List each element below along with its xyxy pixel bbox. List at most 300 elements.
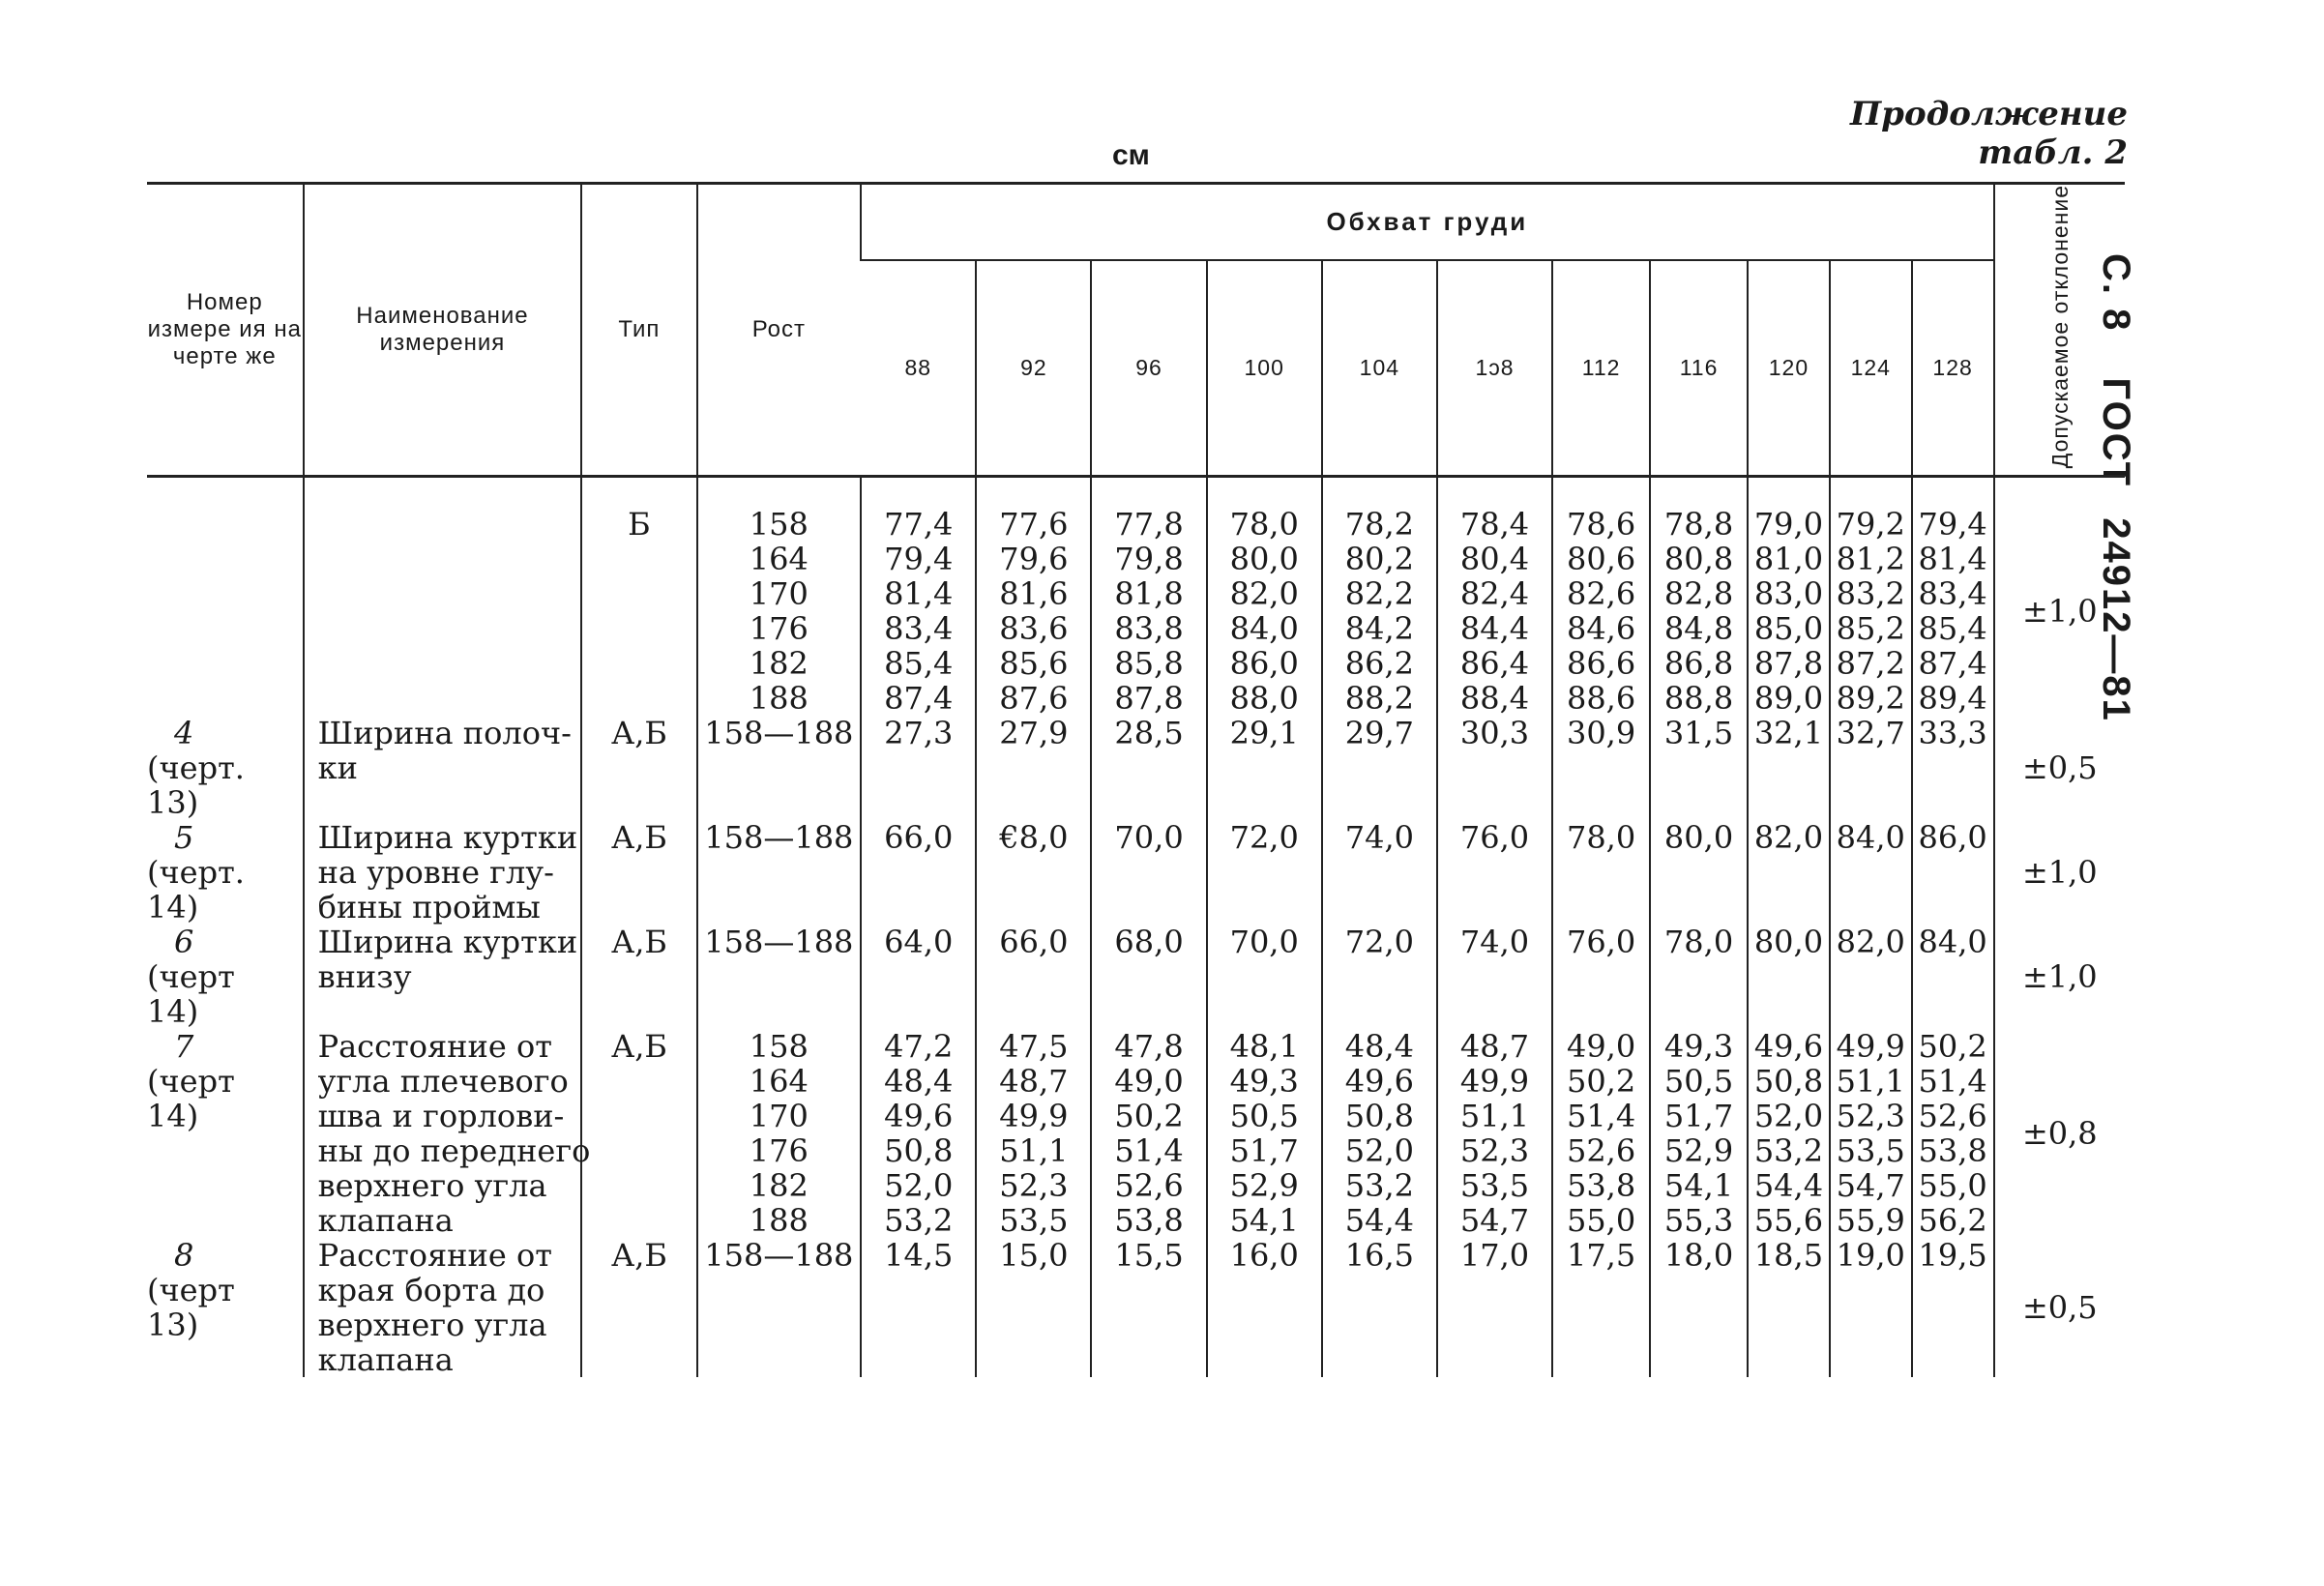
girth-value: 19,0 bbox=[1836, 1237, 1905, 1275]
girth-value: 50,8 bbox=[1344, 1098, 1414, 1135]
girth-value: 16,0 bbox=[1229, 1237, 1299, 1275]
girth-value: 79,8 bbox=[1114, 541, 1184, 578]
girth-header-9: 124 bbox=[1830, 260, 1912, 477]
height-values bbox=[697, 1238, 862, 1377]
measure-number-line: 4 bbox=[174, 715, 194, 752]
girth-value: 30,3 bbox=[1459, 715, 1530, 752]
girth-value: 87,2 bbox=[1836, 645, 1905, 683]
girth-value: 16,5 bbox=[1344, 1237, 1414, 1275]
girth-value: 53,5 bbox=[1459, 1167, 1530, 1205]
measure-name-line: внизу bbox=[317, 958, 412, 996]
measure-number bbox=[147, 477, 304, 717]
girth-value: 51,7 bbox=[1229, 1132, 1299, 1170]
height-values bbox=[697, 925, 862, 1029]
girth-value: 86,0 bbox=[1229, 645, 1299, 683]
girth-value: 81,4 bbox=[884, 575, 954, 613]
height-value: 170 bbox=[749, 575, 809, 613]
girth-value: 15,5 bbox=[1114, 1237, 1184, 1275]
girth-value-cell bbox=[976, 925, 1091, 1029]
girth-value: 80,8 bbox=[1663, 541, 1734, 578]
girth-value-cell bbox=[1912, 820, 1994, 925]
girth-value-cell bbox=[1437, 477, 1552, 717]
measure-name bbox=[304, 477, 582, 717]
header-tolerance: Допускаемое отклонение bbox=[1994, 184, 2125, 477]
measure-number bbox=[147, 1238, 304, 1377]
girth-value-cell bbox=[976, 1029, 1091, 1238]
height-value: 158—188 bbox=[704, 924, 854, 961]
girth-value: 89,4 bbox=[1918, 680, 1987, 718]
girth-value: 85,4 bbox=[1918, 610, 1987, 648]
girth-value: 32,7 bbox=[1836, 715, 1905, 752]
girth-value: 49,6 bbox=[884, 1098, 954, 1135]
girth-value: 82,4 bbox=[1459, 575, 1530, 613]
girth-value: 77,8 bbox=[1114, 506, 1184, 543]
girth-value: 88,6 bbox=[1566, 680, 1636, 718]
girth-value: 83,4 bbox=[884, 610, 954, 648]
height-value: 188 bbox=[749, 1202, 809, 1240]
girth-value: 55,6 bbox=[1753, 1202, 1824, 1240]
girth-value: 66,0 bbox=[884, 819, 954, 857]
girth-value: 55,3 bbox=[1663, 1202, 1734, 1240]
height-value: 164 bbox=[749, 541, 809, 578]
girth-value: 82,0 bbox=[1836, 924, 1905, 961]
girth-value: 50,2 bbox=[1114, 1098, 1184, 1135]
header-number: Номер измере ия на черте же bbox=[147, 184, 304, 477]
girth-value-cell bbox=[1748, 820, 1830, 925]
girth-value-cell bbox=[1650, 477, 1748, 717]
girth-value: 84,2 bbox=[1344, 610, 1414, 648]
girth-value: 87,4 bbox=[884, 680, 954, 718]
measure-number bbox=[147, 1029, 304, 1238]
girth-value-cell bbox=[1091, 1238, 1206, 1377]
girth-value-cell bbox=[1437, 925, 1552, 1029]
girth-value: 17,0 bbox=[1459, 1237, 1530, 1275]
girth-value: 52,0 bbox=[1344, 1132, 1414, 1170]
girth-value-cell bbox=[1912, 716, 1994, 820]
table-body bbox=[147, 477, 2125, 1378]
table-row bbox=[147, 716, 2125, 820]
girth-value: 49,0 bbox=[1114, 1063, 1184, 1101]
measure-name-line: ки bbox=[317, 749, 358, 787]
girth-value: 80,6 bbox=[1566, 541, 1636, 578]
measure-type: Б bbox=[581, 477, 696, 717]
girth-value: 81,6 bbox=[999, 575, 1069, 613]
girth-value: 49,6 bbox=[1344, 1063, 1414, 1101]
height-value: 176 bbox=[749, 1132, 809, 1170]
girth-value-cell bbox=[1437, 1238, 1552, 1377]
measure-number-line: 14) bbox=[147, 993, 199, 1031]
measure-name-line: Ширина полоч- bbox=[317, 715, 572, 752]
girth-value: 83,2 bbox=[1836, 575, 1905, 613]
girth-value: 88,8 bbox=[1663, 680, 1734, 718]
girth-header-3: 100 bbox=[1207, 260, 1322, 477]
measure-type: А,Б bbox=[581, 1029, 696, 1238]
girth-value: 87,8 bbox=[1753, 645, 1824, 683]
girth-value: 82,2 bbox=[1344, 575, 1414, 613]
table-row bbox=[147, 1029, 2125, 1238]
header-height: Рост bbox=[697, 184, 862, 477]
girth-value: 88,2 bbox=[1344, 680, 1414, 718]
girth-value-cell bbox=[861, 820, 976, 925]
girth-value: 50,5 bbox=[1663, 1063, 1734, 1101]
girth-value: 82,0 bbox=[1229, 575, 1299, 613]
height-value: 170 bbox=[749, 1098, 809, 1135]
girth-value: 74,0 bbox=[1344, 819, 1414, 857]
girth-value-cell bbox=[1912, 925, 1994, 1029]
girth-value: 31,5 bbox=[1663, 715, 1734, 752]
girth-value: 52,3 bbox=[1836, 1098, 1905, 1135]
girth-value: 49,3 bbox=[1229, 1063, 1299, 1101]
girth-value-cell bbox=[1830, 925, 1912, 1029]
measure-number-line: 7 bbox=[174, 1028, 194, 1066]
girth-value-cell bbox=[1748, 1029, 1830, 1238]
measure-type: А,Б bbox=[581, 820, 696, 925]
girth-value-cell bbox=[1552, 820, 1650, 925]
girth-value: 49,0 bbox=[1566, 1028, 1636, 1066]
measure-name-line: ны до переднего bbox=[317, 1132, 591, 1170]
measure-name-line: Расстояние от bbox=[317, 1028, 552, 1066]
girth-value: 27,9 bbox=[999, 715, 1069, 752]
girth-value: 80,0 bbox=[1663, 819, 1734, 857]
girth-value-cell bbox=[976, 716, 1091, 820]
height-value: 158 bbox=[749, 506, 809, 543]
girth-value: 28,5 bbox=[1114, 715, 1184, 752]
girth-value: 80,0 bbox=[1753, 924, 1824, 961]
height-value: 158 bbox=[749, 1028, 809, 1066]
measure-number-line: (черт bbox=[147, 958, 235, 996]
measure-number-line: 6 bbox=[174, 924, 194, 961]
girth-value-cell bbox=[1650, 716, 1748, 820]
measure-name-line: клапана bbox=[317, 1202, 454, 1240]
girth-value: 51,1 bbox=[1836, 1063, 1905, 1101]
girth-value: 19,5 bbox=[1918, 1237, 1987, 1275]
girth-value: 82,0 bbox=[1753, 819, 1824, 857]
girth-value-cell bbox=[1912, 1238, 1994, 1377]
girth-value-cell bbox=[1322, 925, 1437, 1029]
girth-value: 70,0 bbox=[1229, 924, 1299, 961]
measure-number-line: (черт. bbox=[147, 749, 245, 787]
girth-value: 87,6 bbox=[999, 680, 1069, 718]
measure-number-line: (черт bbox=[147, 1063, 235, 1101]
measure-type: А,Б bbox=[581, 1238, 696, 1377]
girth-value-cell bbox=[1830, 1238, 1912, 1377]
girth-value-cell bbox=[1437, 1029, 1552, 1238]
girth-header-4: 104 bbox=[1322, 260, 1437, 477]
measure-name-line: бины проймы bbox=[317, 889, 541, 926]
girth-header-10: 128 bbox=[1912, 260, 1994, 477]
height-value: 158—188 bbox=[704, 715, 854, 752]
girth-value-cell bbox=[1748, 925, 1830, 1029]
measurement-table bbox=[147, 182, 2125, 1377]
girth-value: 54,1 bbox=[1663, 1167, 1734, 1205]
height-values bbox=[697, 477, 862, 717]
height-value: 158—188 bbox=[704, 1237, 854, 1275]
girth-value: 50,5 bbox=[1229, 1098, 1299, 1135]
girth-value: 88,4 bbox=[1459, 680, 1530, 718]
girth-value-cell bbox=[1748, 477, 1830, 717]
girth-value: 52,3 bbox=[1459, 1132, 1530, 1170]
girth-value-cell bbox=[1650, 1238, 1748, 1377]
table-row bbox=[147, 477, 2125, 717]
measure-number bbox=[147, 820, 304, 925]
girth-value: 83,0 bbox=[1753, 575, 1824, 613]
girth-value-cell bbox=[861, 477, 976, 717]
girth-value-cell bbox=[976, 1238, 1091, 1377]
girth-value: 47,5 bbox=[999, 1028, 1069, 1066]
girth-value: 84,4 bbox=[1459, 610, 1530, 648]
girth-value: 54,1 bbox=[1229, 1202, 1299, 1240]
girth-value-cell bbox=[1650, 925, 1748, 1029]
girth-value: 78,4 bbox=[1459, 506, 1530, 543]
girth-value: 51,1 bbox=[999, 1132, 1069, 1170]
girth-value: 85,0 bbox=[1753, 610, 1824, 648]
girth-value: 48,7 bbox=[1459, 1028, 1530, 1066]
gost-number: 24912—81 bbox=[2095, 517, 2137, 722]
measure-name-line: верхнего угла bbox=[317, 1167, 547, 1205]
girth-value: 48,4 bbox=[1344, 1028, 1414, 1066]
girth-value: 85,4 bbox=[884, 645, 954, 683]
girth-header-6: 112 bbox=[1552, 260, 1650, 477]
girth-value-cell bbox=[1912, 1029, 1994, 1238]
girth-value-cell bbox=[1322, 1238, 1437, 1377]
girth-value-cell bbox=[1322, 716, 1437, 820]
girth-value: 53,8 bbox=[1918, 1132, 1987, 1170]
girth-value: 81,4 bbox=[1918, 541, 1987, 578]
girth-value: 85,6 bbox=[999, 645, 1069, 683]
height-value: 182 bbox=[749, 1167, 809, 1205]
girth-value-cell bbox=[1437, 820, 1552, 925]
girth-value: 32,1 bbox=[1753, 715, 1824, 752]
girth-value: 80,0 bbox=[1229, 541, 1299, 578]
girth-value: 53,8 bbox=[1114, 1202, 1184, 1240]
girth-value: 83,4 bbox=[1918, 575, 1987, 613]
girth-value: 86,0 bbox=[1918, 819, 1987, 857]
measure-number-line: 5 bbox=[174, 819, 194, 857]
girth-value: 87,8 bbox=[1114, 680, 1184, 718]
girth-value: 78,0 bbox=[1229, 506, 1299, 543]
girth-value: 86,2 bbox=[1344, 645, 1414, 683]
girth-value-cell bbox=[1552, 477, 1650, 717]
measure-name bbox=[304, 716, 582, 820]
girth-value: 49,3 bbox=[1663, 1028, 1734, 1066]
girth-value: 55,9 bbox=[1836, 1202, 1905, 1240]
measure-type: А,Б bbox=[581, 716, 696, 820]
girth-value: 52,6 bbox=[1114, 1167, 1184, 1205]
girth-value-cell bbox=[1091, 716, 1206, 820]
girth-value: 52,0 bbox=[884, 1167, 954, 1205]
girth-value: 80,2 bbox=[1344, 541, 1414, 578]
girth-value: 33,3 bbox=[1918, 715, 1987, 752]
height-value: 158—188 bbox=[704, 819, 854, 857]
girth-header-7: 116 bbox=[1650, 260, 1748, 477]
girth-value-cell bbox=[1748, 716, 1830, 820]
girth-value-cell bbox=[1830, 477, 1912, 717]
girth-value: 55,0 bbox=[1566, 1202, 1636, 1240]
girth-value: 52,6 bbox=[1566, 1132, 1636, 1170]
girth-value-cell bbox=[1091, 925, 1206, 1029]
girth-header-0: 88 bbox=[861, 260, 976, 477]
girth-value: 18,5 bbox=[1753, 1237, 1824, 1275]
measure-name-line: угла плечевого bbox=[317, 1063, 569, 1101]
girth-value: 81,2 bbox=[1836, 541, 1905, 578]
girth-value: 52,9 bbox=[1229, 1167, 1299, 1205]
girth-value: 70,0 bbox=[1114, 819, 1184, 857]
girth-value: 84,0 bbox=[1836, 819, 1905, 857]
girth-value: 85,2 bbox=[1836, 610, 1905, 648]
girth-value: 77,6 bbox=[999, 506, 1069, 543]
girth-value: 78,6 bbox=[1566, 506, 1636, 543]
girth-value: 49,9 bbox=[1459, 1063, 1530, 1101]
girth-value-cell bbox=[1207, 820, 1322, 925]
measure-name bbox=[304, 1238, 582, 1377]
girth-value: 79,4 bbox=[1918, 506, 1987, 543]
girth-value-cell bbox=[1437, 716, 1552, 820]
measure-name bbox=[304, 1028, 591, 1240]
tolerance-value: ±0,5 bbox=[1994, 1238, 2125, 1377]
girth-value: 52,9 bbox=[1663, 1132, 1734, 1170]
girth-value: 80,4 bbox=[1459, 541, 1530, 578]
height-value: 164 bbox=[749, 1063, 809, 1101]
tolerance-value: ±0,5 bbox=[1994, 716, 2125, 820]
girth-value: 86,6 bbox=[1566, 645, 1636, 683]
girth-value-cell bbox=[1748, 1238, 1830, 1377]
height-values bbox=[697, 1029, 862, 1238]
girth-value: 81,0 bbox=[1753, 541, 1824, 578]
girth-value-cell bbox=[1091, 820, 1206, 925]
table-row bbox=[147, 925, 2125, 1029]
header-name: Наименование измерения bbox=[304, 184, 582, 477]
measure-number-line: 8 bbox=[174, 1237, 194, 1275]
measure-name-line: края борта до bbox=[317, 1272, 545, 1309]
girth-value: 51,1 bbox=[1459, 1098, 1530, 1135]
girth-value: 14,5 bbox=[884, 1237, 954, 1275]
girth-value: 78,0 bbox=[1566, 819, 1636, 857]
girth-value: 82,6 bbox=[1566, 575, 1636, 613]
girth-value: 48,7 bbox=[999, 1063, 1069, 1101]
girth-value: 86,8 bbox=[1663, 645, 1734, 683]
girth-value: 79,2 bbox=[1836, 506, 1905, 543]
girth-header-5: 1ɔ8 bbox=[1437, 260, 1552, 477]
girth-value-cell bbox=[1207, 1029, 1322, 1238]
girth-value: 76,0 bbox=[1459, 819, 1530, 857]
girth-value: 83,8 bbox=[1114, 610, 1184, 648]
girth-value-cell bbox=[1552, 1238, 1650, 1377]
girth-value: 53,2 bbox=[884, 1202, 954, 1240]
girth-value: 86,4 bbox=[1459, 645, 1530, 683]
girth-value: 47,8 bbox=[1114, 1028, 1184, 1066]
girth-value-cell bbox=[1650, 820, 1748, 925]
header-type: Тип bbox=[581, 184, 696, 477]
girth-value: 72,0 bbox=[1229, 819, 1299, 857]
measure-type: А,Б bbox=[581, 925, 696, 1029]
girth-value: 51,7 bbox=[1663, 1098, 1734, 1135]
girth-value: 84,0 bbox=[1229, 610, 1299, 648]
girth-value: 79,6 bbox=[999, 541, 1069, 578]
girth-value-cell bbox=[976, 477, 1091, 717]
girth-value: 76,0 bbox=[1566, 924, 1636, 961]
girth-value-cell bbox=[1207, 477, 1322, 717]
table-row bbox=[147, 1238, 2125, 1377]
measure-number bbox=[147, 716, 304, 820]
measure-name-line: на уровне глу- bbox=[317, 854, 554, 892]
girth-value-cell bbox=[861, 1238, 976, 1377]
girth-value: 83,6 bbox=[999, 610, 1069, 648]
girth-value-cell bbox=[861, 1029, 976, 1238]
girth-value: 88,0 bbox=[1229, 680, 1299, 718]
girth-value-cell bbox=[1207, 925, 1322, 1029]
measure-name-line: Ширина куртки bbox=[317, 924, 578, 961]
girth-value: 56,2 bbox=[1918, 1202, 1987, 1240]
girth-value: 54,7 bbox=[1459, 1202, 1530, 1240]
girth-value: 66,0 bbox=[999, 924, 1069, 961]
girth-value: 85,8 bbox=[1114, 645, 1184, 683]
girth-value: 64,0 bbox=[884, 924, 954, 961]
girth-value-cell bbox=[1830, 820, 1912, 925]
girth-value: 27,3 bbox=[884, 715, 954, 752]
measure-name-line: верхнего угла bbox=[317, 1307, 547, 1344]
girth-value-cell bbox=[1091, 1029, 1206, 1238]
girth-value: 48,4 bbox=[884, 1063, 954, 1101]
girth-value: 77,4 bbox=[884, 506, 954, 543]
girth-value: 53,2 bbox=[1753, 1132, 1824, 1170]
measure-number-line: (черт. bbox=[147, 854, 245, 892]
height-value: 188 bbox=[749, 680, 809, 718]
girth-value: 53,5 bbox=[1836, 1132, 1905, 1170]
tolerance-value: ±1,0 bbox=[1994, 477, 2125, 717]
measure-number-line: (черт bbox=[147, 1272, 235, 1309]
girth-value: 54,4 bbox=[1753, 1167, 1824, 1205]
girth-value: 81,8 bbox=[1114, 575, 1184, 613]
girth-value-cell bbox=[1830, 716, 1912, 820]
measure-name-line: шва и горлови- bbox=[317, 1098, 565, 1135]
height-value: 176 bbox=[749, 610, 809, 648]
girth-value: 52,3 bbox=[999, 1167, 1069, 1205]
girth-value: 55,0 bbox=[1918, 1167, 1987, 1205]
girth-value: 49,6 bbox=[1753, 1028, 1824, 1066]
girth-value-cell bbox=[861, 925, 976, 1029]
girth-value: 78,2 bbox=[1344, 506, 1414, 543]
girth-value: 72,0 bbox=[1344, 924, 1414, 961]
girth-value-cell bbox=[1207, 716, 1322, 820]
girth-header-8: 120 bbox=[1748, 260, 1830, 477]
tolerance-value: ±0,8 bbox=[1994, 1029, 2125, 1238]
girth-value-cell bbox=[1207, 1238, 1322, 1377]
measure-name-line: клапана bbox=[317, 1341, 454, 1379]
girth-value: 87,4 bbox=[1918, 645, 1987, 683]
table-row bbox=[147, 820, 2125, 925]
girth-value: 50,8 bbox=[884, 1132, 954, 1170]
girth-value: 89,0 bbox=[1753, 680, 1824, 718]
measure-name bbox=[304, 820, 582, 925]
girth-value-cell bbox=[1650, 1029, 1748, 1238]
girth-value: 53,8 bbox=[1566, 1167, 1636, 1205]
measure-number-line: 14) bbox=[147, 1098, 199, 1135]
height-values bbox=[697, 820, 862, 925]
girth-value: 49,9 bbox=[999, 1098, 1069, 1135]
girth-value: 53,5 bbox=[999, 1202, 1069, 1240]
measure-name-line: Ширина куртки bbox=[317, 819, 578, 857]
girth-value-cell bbox=[1912, 477, 1994, 717]
girth-value: 17,5 bbox=[1566, 1237, 1636, 1275]
girth-value: 50,8 bbox=[1753, 1063, 1824, 1101]
header-girth: Обхват груди bbox=[861, 184, 1993, 260]
girth-header-2: 96 bbox=[1091, 260, 1206, 477]
girth-value: 84,0 bbox=[1918, 924, 1987, 961]
girth-value: 53,2 bbox=[1344, 1167, 1414, 1205]
girth-value-cell bbox=[976, 820, 1091, 925]
girth-value: 29,7 bbox=[1344, 715, 1414, 752]
girth-value: 52,0 bbox=[1753, 1098, 1824, 1135]
